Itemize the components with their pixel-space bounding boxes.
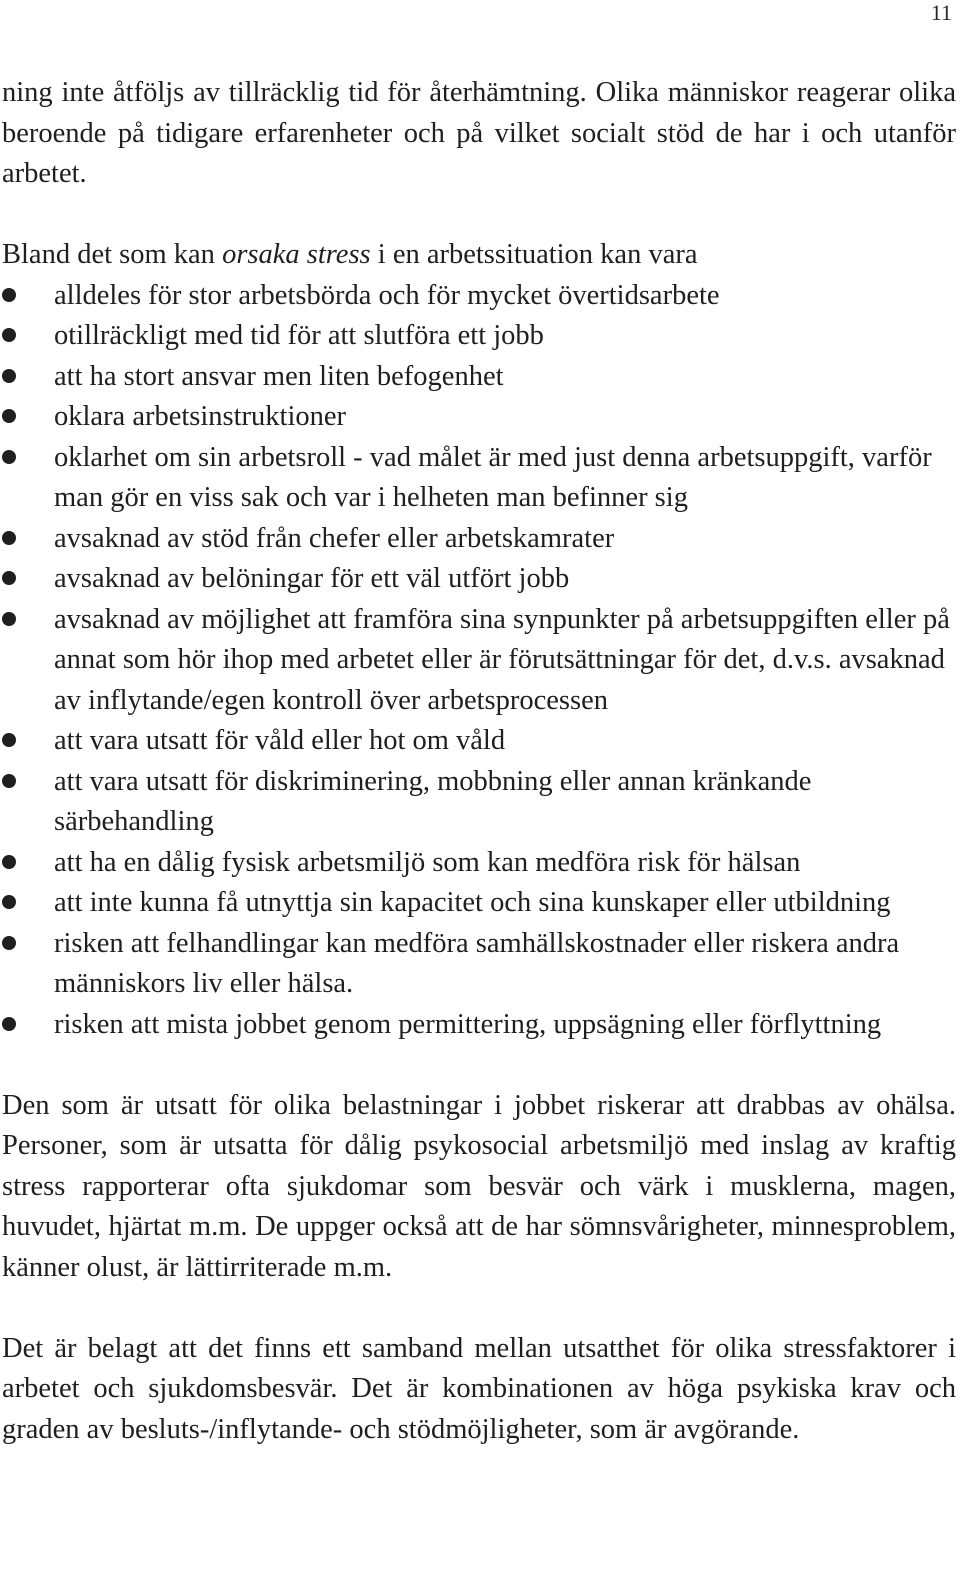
list-intro-tail: i en arbetssituation kan vara	[370, 239, 698, 270]
list-item	[2, 438, 956, 519]
list-item	[2, 276, 956, 317]
bullet-icon	[2, 450, 16, 464]
list-item-text: alldeles för stor arbetsbörda och för mycket övertidsarbete	[54, 279, 720, 311]
list-item	[2, 397, 956, 438]
list-item-text: otillräckligt med tid för att slutföra ett jobb	[54, 320, 544, 351]
bullet-icon	[2, 328, 16, 342]
paragraph-spacer	[2, 195, 956, 236]
list-item-text: oklara arbetsinstruktioner	[54, 401, 347, 432]
list-item-text: att inte kunna få utnyttja sin kapacitet och sina kunskaper eller utbildning	[54, 887, 891, 918]
list-item	[2, 721, 956, 762]
list-item-text: avsaknad av möjlighet att framföra sina synpunkter på arbetsuppgiften eller på annat som hör ihop med arbetet eller är förutsättningar för det, d.v.s. avsaknad av inflytande/egen kontroll över arbetsprocessen	[54, 603, 950, 716]
bullet-icon	[2, 531, 16, 545]
paragraph-conclusion: Det är belagt att det finns ett samband mellan utsatthet för olika stressfaktorer i arbetet och sjukdomsbesvär. Det är kombinationen av höga psykiska krav och graden av besluts-/inflytande- och stödmöjligheter, som är avgörande.	[2, 1332, 956, 1445]
bullet-icon	[2, 774, 16, 788]
bullet-icon	[2, 369, 16, 383]
list-item-text: att ha stort ansvar men liten befogenhet	[54, 360, 504, 392]
list-item-text: risken att mista jobbet genom permittering, uppsägning eller förflyttning	[54, 1008, 882, 1040]
list-intro-lead: Bland det som kan	[2, 239, 223, 270]
list-item	[2, 316, 956, 357]
list-item-text: oklarhet om sin arbetsroll - vad målet är med just denna arbetsuppgift, varför man gör en viss sak och var i helheten man befinner sig	[54, 441, 932, 513]
list-item	[2, 843, 956, 884]
list-item	[2, 559, 956, 600]
paragraph-spacer	[2, 1288, 956, 1329]
paragraph-health-effects: Den som är utsatt för olika belastningar i jobbet riskerar att drabbas av ohälsa. Personer, som är utsatta för dålig psykosocial arbetsmiljö med inslag av kraftig stress rapporterar ofta sjukdomar som besvär och värk i musklerna, magen, huvudet, hjärtat m.m. De uppger också att de har sömnsvårigheter, minnesproblem, känner olust, är lättirriterade m.m.	[2, 1089, 956, 1283]
list-item	[2, 357, 956, 398]
bullet-icon	[2, 571, 16, 585]
page-number: 11	[930, 0, 952, 25]
list-item	[2, 883, 956, 924]
bullet-icon	[2, 936, 16, 950]
list-intro	[2, 235, 956, 276]
bullet-icon	[2, 288, 16, 302]
list-item-text: avsaknad av belöningar för ett väl utfört jobb	[54, 563, 570, 594]
list-item-text: avsaknad av stöd från chefer eller arbetskamrater	[54, 522, 615, 554]
list-item-text: att vara utsatt för våld eller hot om våld	[54, 725, 506, 756]
list-item-text: att ha en dålig fysisk arbetsmiljö som kan medföra risk för hälsan	[54, 846, 801, 878]
list-item	[2, 519, 956, 560]
bullet-icon	[2, 409, 16, 423]
list-item	[2, 924, 956, 1005]
paragraph-spacer	[2, 1045, 956, 1086]
list-item-text: att vara utsatt för diskriminering, mobbning eller annan kränkande särbehandling	[54, 765, 812, 837]
bullet-icon	[2, 1017, 16, 1031]
bullet-icon	[2, 612, 16, 626]
bullet-icon	[2, 855, 16, 869]
list-intro-emphasis: orsaka stress	[222, 239, 371, 270]
list-item-text: risken att felhandlingar kan medföra samhällskostnader eller riskera andra människors liv eller hälsa.	[54, 927, 900, 999]
bullet-icon	[2, 895, 16, 909]
list-item	[2, 762, 956, 843]
list-item	[2, 1005, 956, 1046]
list-item	[2, 600, 956, 722]
bullet-icon	[2, 733, 16, 747]
paragraph-continuation: ning inte åtföljs av tillräcklig tid för återhämtning. Olika människor reagerar olika beroende på tidigare erfarenheter och på vilket socialt stöd de har i och utanför arbetet.	[2, 77, 956, 189]
document-body	[2, 73, 956, 1450]
stress-causes-list	[2, 276, 956, 1046]
